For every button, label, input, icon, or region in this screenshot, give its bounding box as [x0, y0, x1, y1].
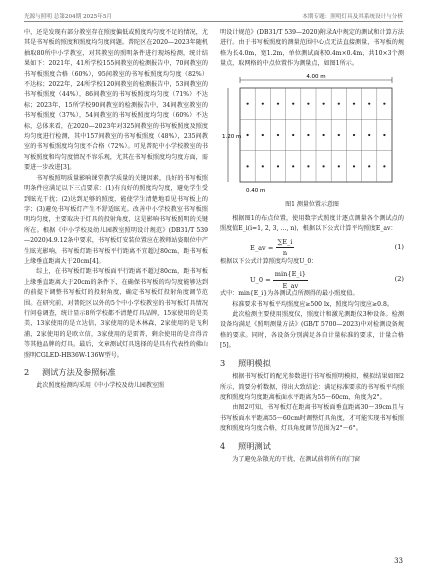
paragraph: 根据书写板灯的配光参数进行书写板照明模拟，模拟结果如图2所示，简要分析数据，得出大致结论：满足标准要求的书写板平均照度和照度均匀度距离板面水平距离为55～60cm，角度为2°。	[220, 373, 404, 401]
paragraph: 此次照度检测均采用《中小学校及幼儿园教室照	[36, 382, 165, 390]
section-heading: 2 测试方法及参照标准	[24, 367, 116, 377]
paragraph: 综上，在书写板灯距书写板面平行距离不超过80cm，距书写板上缘垂直距离大于20cm的条件下，在确保书写板的均匀度能够达到的前提下调整书写板灯的投射角度，确定书写板灯投射角度调节范围。在研究前，对普陀区以外的5个中小学校教室的书写板灯具情况行问卷调查，统计显示8所学校都不清楚灯具品牌，15家使用的是美美，13家使用的是立达信，3家使用的是木林森，2家使用的是飞利浦，2家使用的是欧立信，3家使用的是雷普，剩余使用的是音得音等其他品牌的灯具。最后，文章测试灯具选择的是具有代表性的佛山照明CGLED-HB36W-136W型号。	[24, 268, 208, 359]
paragraph: 由图2可知，书写板灯在距离书写板面垂直距离30～39cm且与书写板面水平距离55～60cm时调整灯具角度，才可能实现书写板照度和照度均匀度合格，灯具角度调节范围为2°～6°。	[220, 404, 404, 433]
section-heading: 3 照明模拟	[220, 357, 271, 368]
measurement-point	[338, 102, 340, 104]
measurement-point	[353, 165, 355, 167]
measurement-point	[323, 165, 325, 167]
paragraph: 此次检测主要使用照度仪，照度计和激光测距仪3种设备。检测设备均满足《照明测量方法》(GB/T 5700—2023)中对检测设备规格的要求。同时，各设备分别满足各自计量标准的要求，计量合格[5]。	[220, 311, 404, 350]
equation-1: E_av = $\frac{\sum E\_i}{n}$ (1)	[250, 237, 404, 258]
paragraph: 明设计规范》(DB31/T 539—2020)附录A中规定的测试和计算方法进行。由于书写板照度的测量范围中心点无法直接测量，书写板的规格为长4.0m，宽1.2m，单位测试面积0.4m×0.4m，共10×3个测量点，取网格的中点位置作为测量点，如图1所示。	[220, 29, 404, 68]
measurement-point	[307, 165, 309, 167]
cell-label: 0.40 m	[246, 187, 266, 194]
paragraph: 标准要求书写板平均照度应≥500 lx，照度均匀度应≥0.8。	[232, 300, 393, 308]
paragraph: 书写板照明质量影响课堂教学质量的关键因素，良好的书写板照明条件应满足以下三点要求：(1)有良好的照度均匀度，避免学生受到眩光干扰；(2)达到足够的照度，能使学生清楚地看见书写板上的字；(3)避免书写板灯产生不舒适眩光。改善中小学校教室书写板照明均匀度，主要取决于灯具的投射角度，这是影响书写板照明的关键所在。根据《中小学校及幼儿园教室照明设计规范》(DB31/T 539—2020)4.9.12条中要求，书写板灯安装位置应在教师站姿眼位中产生眩光影响，书写板灯距书写板平行距离不宜超过80cm，距书写板上缘垂直距离大于20cm[4]。	[24, 174, 208, 265]
section-heading: 4 照明测试	[220, 440, 271, 451]
measurement-point	[338, 165, 340, 167]
figure-measurement-grid	[220, 72, 404, 200]
measurement-point	[383, 102, 385, 104]
measurement-point	[368, 102, 370, 104]
measurement-point	[383, 134, 385, 136]
measurement-grid-diagram	[220, 72, 404, 200]
figure-caption: 图1 测量位置示意图	[285, 200, 339, 208]
issue-topic: 本期专题：照明灯具及其系统设计与分析	[302, 14, 403, 20]
journal-info: 光源与照明 总第204期 2025年5月	[24, 14, 112, 20]
measurement-point	[353, 102, 355, 104]
measurement-point	[338, 134, 340, 136]
measurement-point	[277, 102, 279, 104]
paragraph: 为了避免杂散光的干扰，在测试前将所有的门窗	[232, 455, 361, 463]
left-column	[24, 28, 208, 392]
right-column	[220, 28, 404, 465]
paragraph: 式中：min{E_i}为各测试点所测得的最小照度值。	[220, 290, 359, 298]
measurement-point	[368, 134, 370, 136]
measurement-point	[277, 165, 279, 167]
running-header	[24, 9, 403, 22]
measurement-point	[262, 102, 264, 104]
measurement-point	[247, 102, 249, 104]
measurement-point	[277, 134, 279, 136]
measurement-point	[262, 134, 264, 136]
height-label: 1.20 m	[222, 133, 242, 140]
measurement-point	[247, 165, 249, 167]
measurement-point	[353, 134, 355, 136]
measurement-point	[292, 165, 294, 167]
measurement-point	[368, 165, 370, 167]
paragraph: 根据以下公式计算照度均匀度U_0：	[220, 257, 318, 265]
paragraph: 根据图1的布点位置，使用数字式照度计逐点测量各个测试点的照度值E_i(i=1, 2, 3, …, n)，根据以下公式计算平均照度E_av：	[220, 215, 404, 233]
measurement-point	[307, 102, 309, 104]
measurement-point	[383, 165, 385, 167]
measurement-point	[323, 102, 325, 104]
measurement-point	[247, 134, 249, 136]
paragraph: 中，还是发现有部分教室存在照度偏低或照度均匀度不足的情况，尤其是书写板的照度和照度均匀度问题。普陀区在2020—2023年随机抽取80所中小学教室，对其教室的照明条件进行现场检测，统计结果如下：2021年，41所学校155间教室的检测报告中，70间教室的书写板照度合格（60%），95间教室的书写板照度均匀度（82%）不达标；2022年，24所学校120间教室的检测报告中，53间教室的书写板照度（44%），86间教室的书写板照度均匀度（71%）不达标；2023年，15所学校90间教室的检测报告中，34间教室教室的书写板照度（37%），54间教室的书写板照度均匀度（60%）不达标，总体来看，在2020—2023年对325间教室的书写板照度及照度均匀度进行检测，其中157间教室的书写板照度（48%），235间教室的书写板照度均匀度不合格（72%）。可见普陀中小学校教室的书写板照度和均匀度情况不容乐观，尤其在书写板照度均匀度方面，需要进一步改进[3]。	[24, 29, 208, 172]
equation-2: U_0 = $\frac{\min\{E\_i\}}{E\_av}$ (2)	[250, 270, 404, 290]
measurement-point	[323, 134, 325, 136]
measurement-point	[262, 165, 264, 167]
measurement-point	[292, 102, 294, 104]
measurement-point	[307, 134, 309, 136]
page-number: 33	[394, 557, 403, 565]
width-label: 4.00 m	[306, 73, 326, 80]
measurement-point	[292, 134, 294, 136]
